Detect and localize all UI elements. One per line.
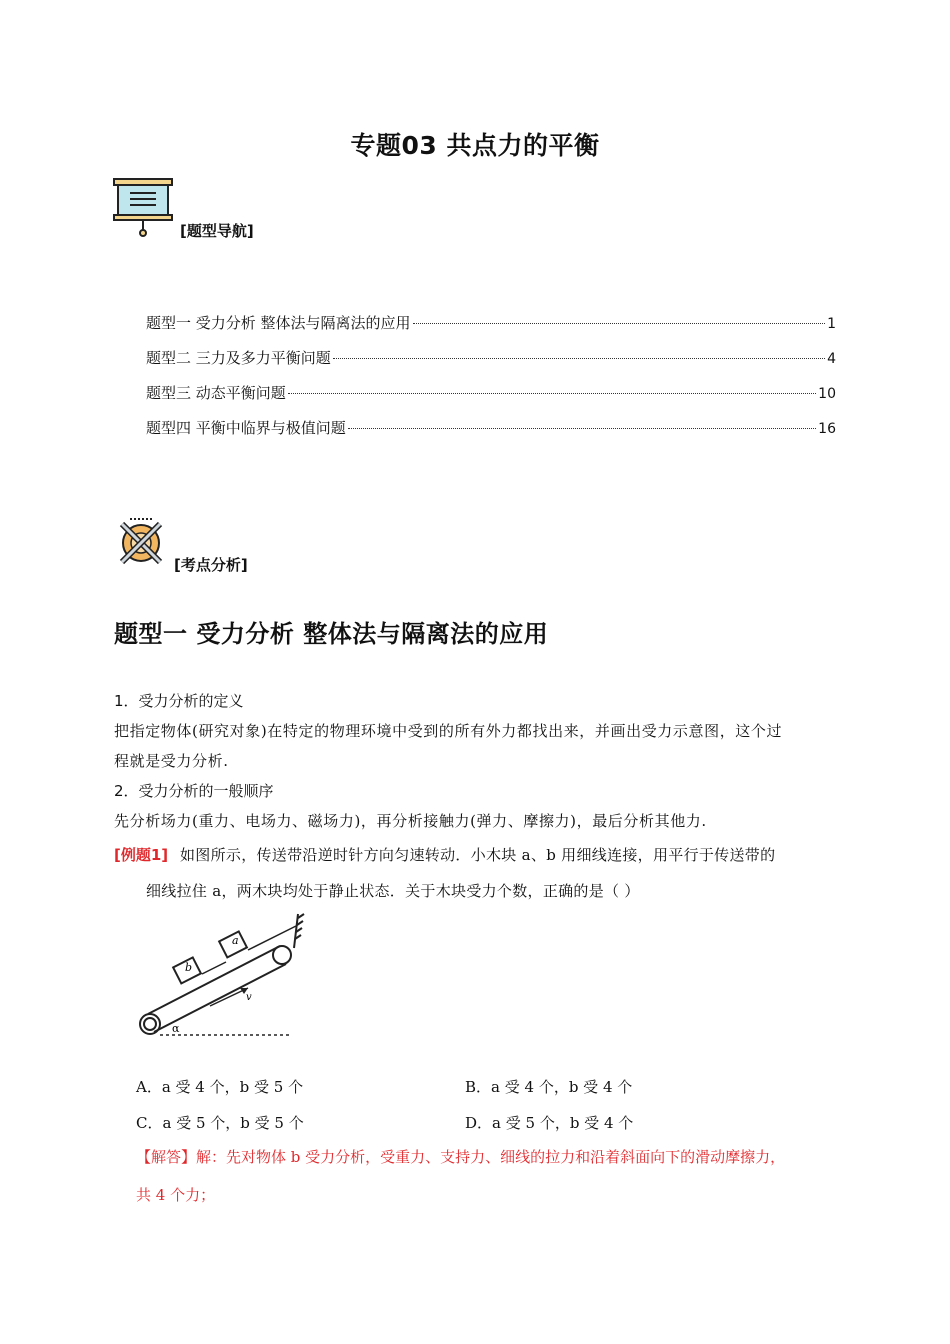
toc-page-number: 16 <box>818 421 836 437</box>
answer-line2: 共 4 个力； <box>136 1186 216 1204</box>
toc-item-label: 题型一 受力分析 整体法与隔离法的应用 <box>146 314 411 332</box>
toc-page-number: 1 <box>827 316 836 332</box>
option-b[interactable]: B．a 受 4 个，b 受 4 个 <box>465 1078 633 1096</box>
section-heading: 题型一 受力分析 整体法与隔离法的应用 <box>114 620 549 648</box>
toc-item-label: 题型三 动态平衡问题 <box>146 384 286 402</box>
example-text-line2: 细线拉住 a，两木块均处于静止状态．关于木块受力个数，正确的是（ ） <box>146 882 640 900</box>
block-a-label: a <box>232 934 239 947</box>
example-text-line1: 如图所示，传送带沿逆时针方向匀速转动．小木块 a、b 用细线连接，用平行于传送带的 <box>180 846 776 864</box>
toc-item-label: 题型二 三力及多力平衡问题 <box>146 349 331 367</box>
toc-item-3[interactable] <box>146 382 836 403</box>
paragraph-definition-line2: 程就是受力分析. <box>114 752 229 770</box>
velocity-label: v <box>246 992 252 1003</box>
answer-line1: 【解答】解：先对物体 b 受力分析，受重力、支持力、细线的拉力和沿着斜面向下的滑动摩擦力， <box>136 1148 786 1166</box>
conveyor-belt-figure <box>130 908 320 1044</box>
toc-leader-dots <box>333 358 825 359</box>
toc-item-4[interactable] <box>146 417 836 438</box>
subheading-order: 2．受力分析的一般顺序 <box>114 782 274 800</box>
page-title: 专题03 共点力的平衡 <box>350 131 600 160</box>
option-d[interactable]: D．a 受 5 个，b 受 4 个 <box>465 1114 634 1132</box>
presentation-board-icon <box>112 176 176 238</box>
paragraph-definition-line1: 把指定物体(研究对象)在特定的物理环境中受到的所有外力都找出来，并画出受力示意图，这个过 <box>114 722 783 740</box>
toc-item-2[interactable] <box>146 347 836 368</box>
analysis-section-label: [考点分析] <box>174 556 248 574</box>
nav-section-label: [题型导航] <box>180 222 254 240</box>
toc-leader-dots <box>348 428 816 429</box>
block-b-label: b <box>185 961 193 974</box>
toc-page-number: 10 <box>818 386 836 402</box>
example-tag: [例题1] <box>114 846 169 864</box>
toc-leader-dots <box>288 393 816 394</box>
toc-item-label: 题型四 平衡中临界与极值问题 <box>146 419 346 437</box>
subheading-definition: 1．受力分析的定义 <box>114 692 244 710</box>
toc-leader-dots <box>413 323 826 324</box>
toc-page-number: 4 <box>827 351 836 367</box>
angle-alpha-label: α <box>172 1022 180 1035</box>
paragraph-order: 先分析场力(重力、电场力、磁场力)，再分析接触力(弹力、摩擦力)，最后分析其他力. <box>114 812 707 830</box>
option-c[interactable]: C．a 受 5 个，b 受 5 个 <box>136 1114 304 1132</box>
toc-item-1[interactable] <box>146 312 836 333</box>
option-a[interactable]: A．a 受 4 个，b 受 5 个 <box>136 1078 304 1096</box>
crossed-pencils-icon <box>114 516 168 566</box>
